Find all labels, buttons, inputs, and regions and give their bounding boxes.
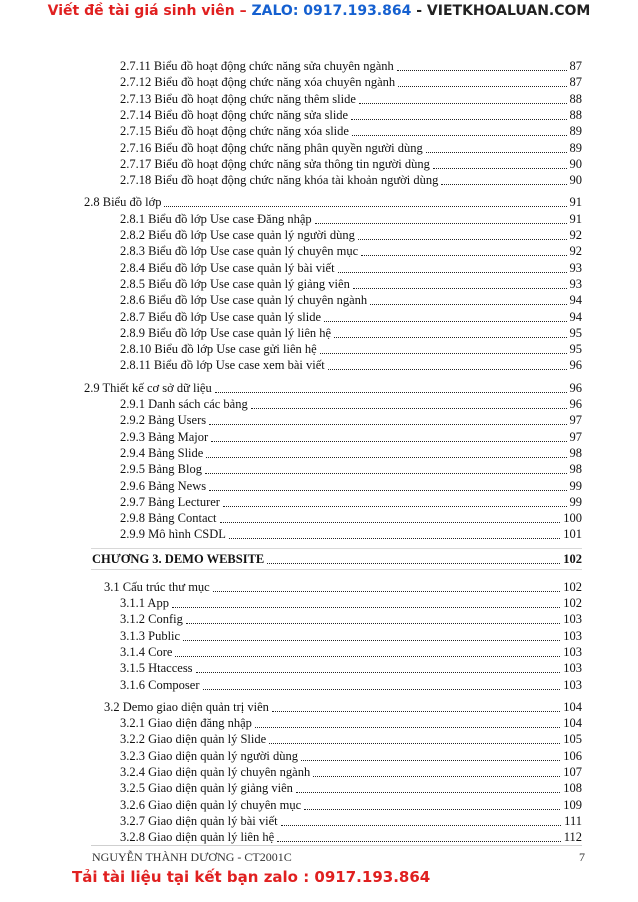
dot-leader	[272, 711, 560, 712]
toc-subsection-entry[interactable]	[120, 91, 582, 107]
toc-entry-page: 95	[569, 342, 582, 357]
dot-leader	[304, 809, 560, 810]
dot-leader	[351, 119, 566, 120]
toc-subsection-entry[interactable]	[120, 628, 582, 644]
toc-entry-label: 2.8 Biểu đồ lớp	[84, 195, 162, 210]
toc-subsection-entry[interactable]	[120, 211, 582, 227]
dot-leader	[223, 506, 567, 507]
toc-entry-page: 96	[569, 397, 582, 411]
toc-entry-page: 103	[563, 628, 582, 643]
dot-leader	[301, 760, 560, 761]
toc-entry-label: 2.8.9 Biểu đồ lớp Use case quản lý liên hệ	[120, 325, 332, 340]
toc-entry-label: CHƯƠNG 3. DEMO WEBSITE	[92, 551, 265, 566]
toc-entry-page: 111	[564, 813, 582, 828]
dot-leader	[334, 337, 566, 338]
toc-subsection-entry[interactable]	[120, 660, 582, 676]
toc-entry-label: 2.9.6 Bảng News	[120, 478, 207, 493]
toc-entry-label: 3.1.1 App	[120, 596, 169, 610]
dot-leader	[186, 623, 560, 624]
toc-entry-page: 102	[563, 596, 582, 610]
toc-entry-label: 2.8.5 Biểu đồ lớp Use case quản lý giảng viên	[120, 276, 350, 291]
toc-entry-label: 2.9.5 Bảng Blog	[120, 462, 202, 477]
dot-leader	[352, 135, 567, 136]
toc-entry-label: 2.8.3 Biểu đồ lớp Use case quản lý chuyên mục	[120, 244, 359, 259]
toc-entry-label: 2.7.17 Biểu đồ hoạt động chức năng sửa thông tin người dùng	[120, 156, 430, 171]
dot-leader	[172, 607, 560, 608]
dot-leader	[281, 825, 562, 826]
toc-subsection-entry[interactable]	[120, 325, 582, 341]
toc-subsection-entry[interactable]	[120, 445, 582, 461]
dot-leader	[209, 424, 566, 425]
toc-subsection-entry[interactable]	[120, 644, 582, 660]
toc-entry-page: 98	[569, 462, 582, 477]
toc-subsection-entry[interactable]	[120, 731, 582, 747]
toc-entry-page: 97	[569, 413, 582, 428]
dot-leader	[338, 272, 567, 273]
toc-entry-page: 103	[563, 677, 582, 692]
toc-entry-page: 89	[569, 140, 582, 155]
toc-chapter-entry[interactable]	[92, 551, 582, 567]
toc-entry-label: 2.8.10 Biểu đồ lớp Use case gửi liên hệ	[120, 342, 317, 357]
dot-leader	[359, 103, 567, 104]
toc-entry-label: 2.7.18 Biểu đồ hoạt động chức năng khóa tài khoản người dùng	[120, 173, 439, 188]
toc-entry-page: 88	[569, 91, 582, 106]
toc-entry-label: 2.8.11 Biểu đồ lớp Use case xem bài viết	[120, 358, 325, 373]
dot-leader	[433, 168, 567, 169]
dot-leader	[296, 792, 560, 793]
toc-subsection-entry[interactable]	[120, 595, 582, 611]
toc-entry-label: 2.9 Thiết kế cơ sở dữ liệu	[84, 380, 212, 395]
dot-leader	[229, 538, 560, 539]
toc-entry-label: 2.9.2 Bảng Users	[120, 413, 207, 428]
bottom-promo-banner: Tải tài liệu tại kết bạn zalo : 0917.193.864	[72, 868, 431, 886]
toc-subsection-entry[interactable]	[120, 243, 582, 259]
dot-leader	[277, 841, 561, 842]
toc-entry-label: 2.7.16 Biểu đồ hoạt động chức năng phân quyền người dùng	[120, 140, 423, 155]
dot-leader	[209, 490, 566, 491]
dot-leader	[398, 86, 566, 87]
toc-entry-page: 109	[563, 797, 582, 812]
toc-entry-page: 104	[563, 716, 582, 731]
toc-entry-page: 87	[569, 75, 582, 90]
toc-entry-page: 106	[563, 748, 582, 763]
toc-entry-label: 3.1.6 Composer	[120, 677, 200, 692]
dot-leader	[313, 776, 560, 777]
toc-section-entry[interactable]	[104, 579, 582, 595]
dot-leader	[206, 457, 566, 458]
toc-entry-label: 2.7.14 Biểu đồ hoạt động chức năng sửa slide	[120, 107, 349, 122]
toc-entry-page: 112	[563, 830, 582, 845]
toc-subsection-entry[interactable]	[120, 412, 582, 428]
dot-leader	[211, 441, 566, 442]
toc-entry-page: 102	[563, 579, 582, 594]
toc-entry-page: 89	[569, 124, 582, 139]
toc-entry-page: 99	[569, 478, 582, 493]
toc-entry-label: 2.8.4 Biểu đồ lớp Use case quản lý bài viết	[120, 260, 335, 275]
chapter-rule	[91, 569, 582, 570]
toc-subsection-entry[interactable]	[120, 748, 582, 764]
toc-entry-page: 95	[569, 325, 582, 340]
toc-entry-label: 3.2.3 Giao diện quản lý người dùng	[120, 748, 298, 763]
toc-entry-label: 3.1.2 Config	[120, 612, 183, 627]
toc-entry-label: 2.9.4 Bảng Slide	[120, 445, 204, 460]
toc-subsection-entry[interactable]	[120, 58, 582, 74]
toc-entry-page: 93	[569, 276, 582, 291]
toc-entry-label: 3.2 Demo giao diện quản trị viên	[104, 699, 269, 714]
toc-subsection-entry[interactable]	[120, 396, 582, 412]
toc-entry-label: 2.8.2 Biểu đồ lớp Use case quản lý người dùng	[120, 228, 355, 242]
banner-site: - VIETKHOALUAN.COM	[411, 3, 591, 19]
dot-leader	[353, 288, 567, 289]
toc-subsection-entry[interactable]	[120, 357, 582, 373]
toc-entry-label: 3.1 Cấu trúc thư mục	[104, 579, 210, 594]
dot-leader	[196, 672, 561, 673]
dot-leader	[397, 70, 567, 71]
toc-entry-label: 2.7.13 Biểu đồ hoạt động chức năng thêm slide	[120, 91, 356, 106]
toc-section-entry[interactable]	[84, 380, 582, 396]
toc-entry-label: 2.7.11 Biểu đồ hoạt động chức năng sửa chuyên ngành	[120, 59, 394, 73]
toc-entry-label: 3.2.4 Giao diện quản lý chuyên ngành	[120, 765, 311, 779]
toc-subsection-entry[interactable]	[120, 123, 582, 139]
toc-entry-page: 94	[569, 293, 582, 308]
toc-subsection-entry[interactable]	[120, 276, 582, 292]
toc-subsection-entry[interactable]	[120, 510, 582, 526]
dot-leader	[324, 321, 566, 322]
dot-leader	[320, 353, 567, 354]
dot-leader	[203, 689, 561, 690]
toc-entry-page: 96	[569, 358, 582, 373]
toc-entry-label: 3.2.5 Giao diện quản lý giảng viên	[120, 781, 293, 796]
toc-subsection-entry[interactable]	[120, 140, 582, 156]
toc-entry-page: 101	[563, 527, 582, 542]
dot-leader	[251, 408, 567, 409]
toc-subsection-entry[interactable]	[120, 478, 582, 494]
toc-entry-label: 3.2.8 Giao diện quản lý liên hệ	[120, 830, 275, 845]
toc-entry-label: 3.2.2 Giao diện quản lý Slide	[120, 732, 267, 747]
dot-leader	[426, 152, 567, 153]
toc-subsection-entry[interactable]	[120, 829, 582, 845]
dot-leader	[255, 727, 560, 728]
dot-leader	[213, 591, 561, 592]
toc-entry-page: 103	[563, 612, 582, 627]
toc-entry-page: 93	[569, 260, 582, 275]
toc-subsection-entry[interactable]	[120, 227, 582, 243]
toc-subsection-entry[interactable]	[120, 764, 582, 780]
toc-entry-label: 2.9.8 Bảng Contact	[120, 511, 217, 526]
dot-leader	[205, 473, 567, 474]
toc-subsection-entry[interactable]	[120, 309, 582, 325]
toc-section-entry[interactable]	[104, 699, 582, 715]
footer-page-number: 7	[579, 850, 585, 864]
dot-leader	[175, 656, 560, 657]
toc-entry-page: 103	[563, 644, 582, 659]
toc-entry-label: 2.9.9 Mô hình CSDL	[120, 527, 226, 542]
toc-entry-page: 107	[563, 765, 582, 779]
toc-entry-label: 3.1.5 Htaccess	[120, 661, 193, 676]
toc-subsection-entry[interactable]	[120, 526, 582, 542]
toc-subsection-entry[interactable]	[120, 677, 582, 693]
footer-divider	[91, 845, 582, 846]
toc-entry-label: 2.8.7 Biểu đồ lớp Use case quản lý slide	[120, 309, 322, 324]
toc-entry-label: 2.9.3 Bảng Major	[120, 429, 209, 444]
toc-entry-page: 91	[569, 195, 582, 210]
toc-entry-label: 2.9.7 Bảng Lecturer	[120, 494, 220, 509]
toc-entry-page: 102	[563, 551, 582, 566]
toc-entry-page: 108	[563, 781, 582, 796]
dot-leader	[164, 206, 566, 207]
toc-subsection-entry[interactable]	[120, 172, 582, 188]
toc-entry-page: 90	[569, 173, 582, 188]
toc-subsection-entry[interactable]	[120, 260, 582, 276]
toc-entry-page: 99	[569, 494, 582, 509]
toc-entry-page: 103	[563, 661, 582, 676]
toc-entry-page: 90	[569, 156, 582, 171]
footer-author: NGUYỄN THÀNH DƯƠNG - CT2001C	[92, 850, 292, 864]
dot-leader	[183, 640, 560, 641]
toc-subsection-entry[interactable]	[120, 156, 582, 172]
toc-subsection-entry[interactable]	[120, 341, 582, 357]
banner-text-part1: Viết đề tài giá sinh viên –	[47, 3, 252, 19]
toc-entry-label: 2.8.1 Biểu đồ lớp Use case Đăng nhập	[120, 211, 312, 226]
dot-leader	[269, 743, 560, 744]
page-footer	[92, 850, 585, 865]
toc-subsection-entry[interactable]	[120, 797, 582, 813]
toc-entry-page: 88	[569, 107, 582, 122]
toc-subsection-entry[interactable]	[120, 715, 582, 731]
dot-leader	[441, 184, 566, 185]
toc-subsection-entry[interactable]	[120, 494, 582, 510]
dot-leader	[315, 223, 567, 224]
top-promo-banner	[0, 2, 638, 20]
toc-entry-page: 91	[569, 211, 582, 226]
toc-entry-label: 3.2.7 Giao diện quản lý bài viết	[120, 813, 278, 828]
toc-entry-label: 3.1.4 Core	[120, 644, 173, 659]
toc-subsection-entry[interactable]	[120, 461, 582, 477]
dot-leader	[361, 255, 566, 256]
dot-leader	[267, 563, 560, 564]
toc-entry-page: 100	[563, 511, 582, 526]
toc-entry-page: 94	[569, 309, 582, 324]
toc-entry-label: 2.7.12 Biểu đồ hoạt động chức năng xóa chuyên ngành	[120, 75, 396, 90]
toc-entry-page: 92	[569, 228, 582, 242]
toc-section-entry[interactable]	[84, 194, 582, 210]
toc-subsection-entry[interactable]	[120, 780, 582, 796]
banner-zalo: ZALO: 0917.193.864	[251, 3, 412, 19]
toc-subsection-entry[interactable]	[120, 74, 582, 90]
toc-subsection-entry[interactable]	[120, 813, 582, 829]
chapter-rule	[91, 548, 582, 549]
toc-entry-page: 98	[569, 445, 582, 460]
toc-entry-page: 105	[563, 732, 582, 747]
toc-entry-page: 87	[569, 59, 582, 73]
toc-entry-page: 92	[569, 244, 582, 259]
toc-entry-label: 2.8.6 Biểu đồ lớp Use case quản lý chuyên ngành	[120, 293, 368, 308]
toc-subsection-entry[interactable]	[120, 107, 582, 123]
toc-entry-page: 104	[563, 699, 582, 714]
dot-leader	[215, 392, 567, 393]
toc-entry-label: 3.2.1 Giao diện đăng nhập	[120, 716, 252, 731]
toc-entry-label: 3.1.3 Public	[120, 628, 181, 643]
dot-leader	[358, 239, 567, 240]
toc-entry-label: 2.7.15 Biểu đồ hoạt động chức năng xóa slide	[120, 124, 349, 139]
dot-leader	[370, 304, 566, 305]
toc-entry-page: 96	[569, 380, 582, 395]
toc-subsection-entry[interactable]	[120, 429, 582, 445]
toc-entry-label: 2.9.1 Danh sách các bảng	[120, 397, 248, 411]
dot-leader	[328, 369, 567, 370]
toc-entry-label: 3.2.6 Giao diện quản lý chuyên mục	[120, 797, 302, 812]
toc-entry-page: 97	[569, 429, 582, 444]
toc-subsection-entry[interactable]	[120, 611, 582, 627]
toc-subsection-entry[interactable]	[120, 292, 582, 308]
dot-leader	[220, 522, 561, 523]
